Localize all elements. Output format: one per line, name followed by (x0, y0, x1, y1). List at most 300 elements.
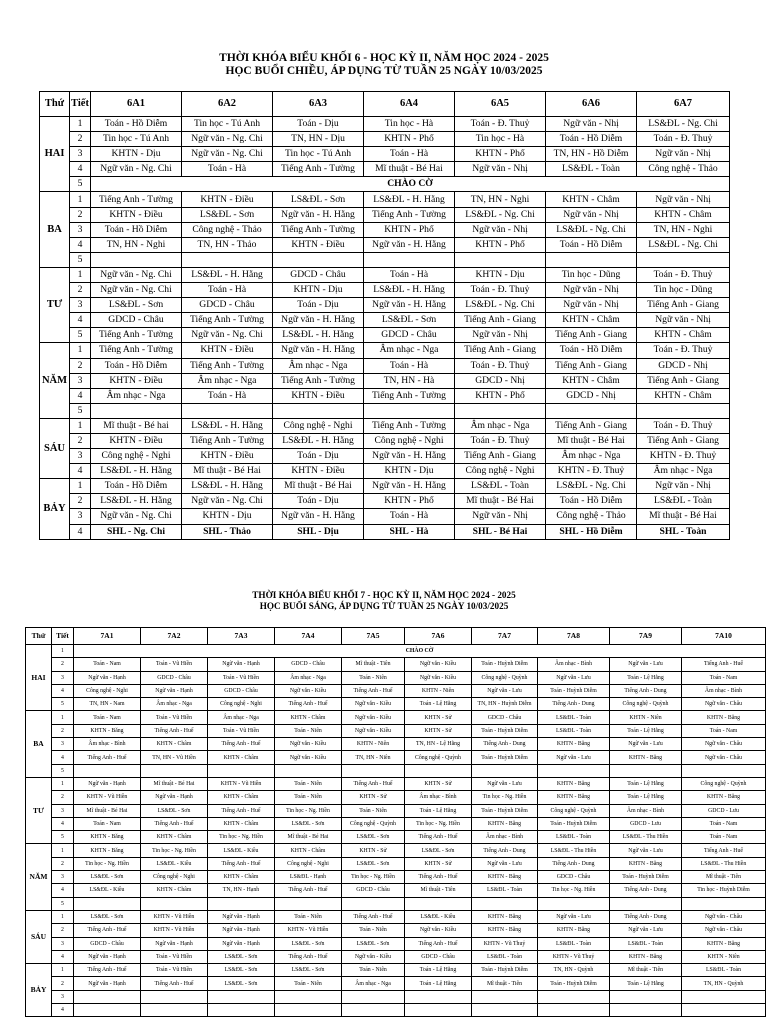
lesson-cell: GDCD - Châu (342, 884, 405, 897)
lesson-cell: TN, HN - Niên (342, 751, 405, 764)
table-row (40, 328, 730, 343)
lesson-cell: Toán - Nam (682, 817, 766, 830)
lesson-cell: Ngữ văn - Lưu (472, 777, 538, 790)
lesson-cell: KHTN - Châm (546, 192, 637, 207)
lesson-cell: LS&ĐL - Toàn (472, 950, 538, 963)
table-row (40, 147, 730, 162)
lesson-cell: SHL - Thảo (182, 524, 273, 539)
lesson-cell: KHTN - Băng (472, 871, 538, 884)
lesson-cell (538, 897, 610, 910)
table-row (26, 698, 766, 711)
lesson-cell: KHTN - Dịu (182, 509, 273, 524)
lesson-cell: Toán - Huỳnh Diễm (610, 871, 682, 884)
lesson-cell: KHTN - Châm (637, 388, 730, 403)
lesson-cell: Công nghệ - Quỳnh (610, 698, 682, 711)
lesson-cell: Ngữ văn - Lưu (610, 658, 682, 671)
lesson-cell: Toán - Đ. Thuỷ (637, 132, 730, 147)
lesson-cell: KHTN - Đ. Thuỷ (637, 449, 730, 464)
table-row (40, 207, 730, 222)
lesson-cell: Âm nhạc - Bình (74, 738, 141, 751)
lesson-cell: Mĩ thuật - Bé Hai (364, 162, 455, 177)
period-number: 5 (70, 177, 91, 192)
lesson-cell (455, 252, 546, 267)
lesson-cell: LS&ĐL - Toàn (538, 937, 610, 950)
period-number: 4 (52, 817, 74, 830)
lesson-cell: LS&ĐL - Toàn (538, 711, 610, 724)
lesson-cell: Tiếng Anh - Giang (546, 358, 637, 373)
lesson-cell: Tiếng Anh - Huế (74, 964, 141, 977)
lesson-cell: KHTN - Điều (182, 192, 273, 207)
period-number: 2 (52, 924, 74, 937)
lesson-cell: Ngữ văn - Kiều (342, 711, 405, 724)
lesson-cell: Tin học - Tú Anh (273, 147, 364, 162)
period-number: 2 (52, 977, 74, 990)
lesson-cell: GDCD - Châu (141, 671, 208, 684)
lesson-cell: Tiếng Anh - Dung (610, 684, 682, 697)
lesson-cell (405, 897, 472, 910)
lesson-cell: GDCD - Châu (74, 937, 141, 950)
lesson-cell: Ngữ văn - Lưu (538, 751, 610, 764)
lesson-cell: Toán - Niên (342, 924, 405, 937)
lesson-cell: TN, HN - Lệ Hằng (405, 738, 472, 751)
lesson-cell: Tiếng Anh - Tường (91, 328, 182, 343)
lesson-cell: Ngữ văn - Châu (682, 751, 766, 764)
lesson-cell: Ngữ văn - Hạnh (74, 950, 141, 963)
lesson-cell: Tin học - Ng. Hiền (141, 844, 208, 857)
lesson-cell: KHTN - Châm (208, 791, 275, 804)
lesson-cell: GDCD - Châu (364, 328, 455, 343)
lesson-cell: Ngữ văn - Hạnh (74, 671, 141, 684)
lesson-cell: Ngữ văn - Ng. Chi (91, 162, 182, 177)
lesson-cell: LS&ĐL - Sơn (74, 910, 141, 923)
table-row (40, 358, 730, 373)
lesson-cell: Công nghệ - Nghi (74, 684, 141, 697)
day-label: TƯ (40, 267, 70, 342)
lesson-cell: Ngữ văn - Ng. Chi (91, 283, 182, 298)
lesson-cell: Ngữ văn - Kiều (342, 950, 405, 963)
lesson-cell: Âm nhạc - Nga (637, 464, 730, 479)
table-row (40, 464, 730, 479)
period-number: 1 (52, 964, 74, 977)
lesson-cell (405, 990, 472, 1003)
lesson-cell: GDCD - Lưu (682, 804, 766, 817)
lesson-cell: Toán - Huỳnh Diễm (472, 964, 538, 977)
lesson-cell (141, 764, 208, 777)
day-label: BA (26, 711, 52, 777)
lesson-cell: KHTN - Phố (364, 222, 455, 237)
lesson-cell: Âm nhạc - Nga (141, 698, 208, 711)
lesson-cell: Ngữ văn - Nhị (637, 147, 730, 162)
period-number: 2 (70, 132, 91, 147)
lesson-cell: Ngữ văn - Nhị (637, 192, 730, 207)
lesson-cell: Toán - Lệ Hằng (610, 724, 682, 737)
header-class: 7A7 (472, 628, 538, 645)
lesson-cell: LS&ĐL - Thu Hiền (538, 844, 610, 857)
table-row (26, 990, 766, 1003)
lesson-cell: Tiếng Anh - Huế (275, 950, 342, 963)
lesson-cell (538, 1004, 610, 1017)
lesson-cell: TN, HN - Huỳnh Diễm (472, 698, 538, 711)
lesson-cell: KHTN - Châm (275, 711, 342, 724)
lesson-cell: KHTN - Sử (405, 777, 472, 790)
period-number: 3 (52, 671, 74, 684)
header-class: 6A7 (637, 92, 730, 117)
lesson-cell: Tiếng Anh - Huế (141, 817, 208, 830)
lesson-cell: TN, HN - Hạnh (208, 884, 275, 897)
header-class: 7A5 (342, 628, 405, 645)
lesson-cell: KHTN - Băng (538, 738, 610, 751)
lesson-cell: Ngữ văn - Lưu (538, 910, 610, 923)
lesson-cell: Toán - Đ. Thuỷ (637, 343, 730, 358)
table-row (40, 117, 730, 132)
lesson-cell: Âm nhạc - Nga (182, 373, 273, 388)
lesson-cell: Tin học - Ng. Hiền (472, 791, 538, 804)
table-row (26, 857, 766, 870)
title-line-1: THỜI KHÓA BIỂU KHỐI 6 - HỌC KỲ II, NĂM HỌC 2024 - 2025 (219, 52, 549, 64)
lesson-cell: LS&ĐL - Toàn (682, 964, 766, 977)
lesson-cell: Công nghệ - Quỳnh (538, 804, 610, 817)
period-number: 1 (70, 192, 91, 207)
lesson-cell: Công nghệ - Nghi (273, 418, 364, 433)
period-number: 1 (70, 479, 91, 494)
lesson-cell: LS&ĐL - H. Hằng (364, 283, 455, 298)
lesson-cell (273, 252, 364, 267)
table-row (40, 479, 730, 494)
lesson-cell: LS&ĐL - Ng. Chi (637, 237, 730, 252)
lesson-cell: Ngữ văn - Nhị (546, 117, 637, 132)
title-line-2: HỌC BUỔI SÁNG, ÁP DỤNG TỪ TUẦN 25 NGÀY 10/03/2025 (259, 600, 509, 611)
lesson-cell: KHTN - Vũ Thuỷ (538, 950, 610, 963)
header-class: 6A1 (91, 92, 182, 117)
lesson-cell: Tiếng Anh - Giang (637, 433, 730, 448)
lesson-cell: Tiếng Anh - Huế (682, 658, 766, 671)
lesson-cell: Công nghệ - Nghi (91, 449, 182, 464)
table-row (40, 222, 730, 237)
lesson-cell: Ngữ văn - Hạnh (141, 791, 208, 804)
lesson-cell: KHTN - Sử (405, 857, 472, 870)
lesson-cell (208, 990, 275, 1003)
lesson-cell: Công nghệ - Quỳnh (682, 777, 766, 790)
table-row (26, 964, 766, 977)
lesson-cell: KHTN - Điều (273, 388, 364, 403)
lesson-cell (342, 897, 405, 910)
lesson-cell: Tin học - Hà (455, 132, 546, 147)
lesson-cell (682, 897, 766, 910)
lesson-cell: GDCD - Châu (405, 950, 472, 963)
lesson-cell: Toán - Hà (364, 358, 455, 373)
lesson-cell: KHTN - Niên (682, 950, 766, 963)
lesson-cell: Toán - Nam (682, 671, 766, 684)
lesson-cell: KHTN - Băng (610, 751, 682, 764)
period-number: 4 (70, 237, 91, 252)
lesson-cell: Ngữ văn - Hạnh (208, 924, 275, 937)
lesson-cell: Ngữ văn - Lưu (538, 671, 610, 684)
lesson-cell: LS&ĐL - Ng. Chi (546, 479, 637, 494)
timetable-grade-7 (0, 560, 768, 1024)
lesson-cell: Ngữ văn - Ng. Chi (182, 147, 273, 162)
lesson-cell: Âm nhạc - Bình (682, 684, 766, 697)
lesson-cell: Âm nhạc - Nga (364, 343, 455, 358)
lesson-cell: LS&ĐL - H. Hằng (273, 328, 364, 343)
lesson-cell (273, 403, 364, 418)
lesson-cell: KHTN - Băng (472, 924, 538, 937)
lesson-cell: TN, HN - Nam (74, 698, 141, 711)
lesson-cell: Ngữ văn - Kiều (342, 724, 405, 737)
table-row (26, 791, 766, 804)
table-row (40, 192, 730, 207)
day-label: BẢY (26, 964, 52, 1017)
lesson-cell: KHTN - Châm (546, 373, 637, 388)
lesson-cell (182, 252, 273, 267)
lesson-cell: Tiếng Anh - Huế (74, 751, 141, 764)
lesson-cell: Công nghệ - Nghi (275, 857, 342, 870)
period-number: 4 (70, 524, 91, 539)
period-number: 4 (70, 313, 91, 328)
lesson-cell (364, 403, 455, 418)
period-number: 2 (70, 283, 91, 298)
lesson-cell: LS&ĐL - Hạnh (275, 871, 342, 884)
lesson-cell (610, 897, 682, 910)
lesson-cell: TN, HN - Nghi (91, 237, 182, 252)
lesson-cell: Ngữ văn - Kiều (275, 684, 342, 697)
lesson-cell: KHTN - Châm (208, 817, 275, 830)
lesson-cell: Toán - Lệ Hằng (610, 977, 682, 990)
lesson-cell: Toán - Đ. Thuỷ (455, 433, 546, 448)
lesson-cell: Ngữ văn - Châu (682, 910, 766, 923)
lesson-cell: Âm nhạc - Bình (610, 804, 682, 817)
period-number: 1 (52, 711, 74, 724)
lesson-cell: Toán - Huỳnh Diễm (472, 804, 538, 817)
lesson-cell (472, 1004, 538, 1017)
lesson-cell: Ngữ văn - Ng. Chi (182, 132, 273, 147)
lesson-cell: Tiếng Anh - Huế (342, 684, 405, 697)
lesson-cell: Âm nhạc - Nga (208, 711, 275, 724)
timetable-6-table (39, 91, 730, 540)
lesson-cell: Tiếng Anh - Tường (364, 207, 455, 222)
lesson-cell: Toán - Hồ Diễm (546, 132, 637, 147)
lesson-cell: Toán - Huỳnh Diễm (472, 658, 538, 671)
lesson-cell (610, 764, 682, 777)
lesson-cell: Tiếng Anh - Dung (610, 910, 682, 923)
lesson-cell (538, 764, 610, 777)
lesson-cell: Toán - Hà (182, 162, 273, 177)
lesson-cell (610, 1004, 682, 1017)
lesson-cell: Tiếng Anh - Tường (273, 162, 364, 177)
lesson-cell: Âm nhạc - Nga (91, 388, 182, 403)
lesson-cell: Toán - Nam (74, 658, 141, 671)
lesson-cell: GDCD - Nhị (546, 388, 637, 403)
lesson-cell: KHTN - Băng (682, 791, 766, 804)
lesson-cell: LS&ĐL - Sơn (182, 207, 273, 222)
lesson-cell: TN, HN - Nghi (637, 222, 730, 237)
header-class: 6A6 (546, 92, 637, 117)
lesson-cell: Toán - Niên (275, 777, 342, 790)
header-class: 7A8 (538, 628, 610, 645)
lesson-cell (208, 764, 275, 777)
lesson-cell (546, 403, 637, 418)
lesson-cell: Ngữ văn - Lưu (610, 844, 682, 857)
lesson-cell (74, 1004, 141, 1017)
lesson-cell (472, 897, 538, 910)
table-row (40, 494, 730, 509)
lesson-cell: Tiếng Anh - Huế (275, 884, 342, 897)
lesson-cell: Tiếng Anh - Dung (610, 884, 682, 897)
table-row (26, 724, 766, 737)
period-number: 3 (70, 298, 91, 313)
header-class: 7A6 (405, 628, 472, 645)
lesson-cell (208, 1004, 275, 1017)
lesson-cell (342, 764, 405, 777)
lesson-cell: Tin học - Tú Anh (182, 117, 273, 132)
lesson-cell: Toán - Hà (182, 388, 273, 403)
lesson-cell (342, 990, 405, 1003)
header-class: 6A2 (182, 92, 273, 117)
header-class: 6A3 (273, 92, 364, 117)
title-line-2: HỌC BUỔI CHIỀU, ÁP DỤNG TỪ TUẦN 25 NGÀY 10/03/2025 (225, 65, 543, 77)
lesson-cell: Tiếng Anh - Dung (472, 738, 538, 751)
header-class: 7A2 (141, 628, 208, 645)
lesson-cell: Tin học - Ng. Hiền (538, 884, 610, 897)
lesson-cell: Toán - Hà (182, 283, 273, 298)
lesson-cell: Toán - Dịu (273, 117, 364, 132)
period-number: 4 (52, 884, 74, 897)
table-row (26, 777, 766, 790)
lesson-cell: KHTN - Băng (472, 817, 538, 830)
table-row (26, 937, 766, 950)
lesson-cell: Mĩ thuật - Bé Hai (74, 804, 141, 817)
period-number: 3 (52, 990, 74, 1003)
lesson-cell: TN, HN - Hồ Diễm (546, 147, 637, 162)
lesson-cell: Ngữ văn - H. Hằng (364, 449, 455, 464)
lesson-cell: LS&ĐL - Sơn (275, 817, 342, 830)
period-number: 4 (52, 1004, 74, 1017)
lesson-cell (74, 897, 141, 910)
day-label: HAI (40, 117, 70, 192)
lesson-cell: Công nghệ - Thảo (546, 509, 637, 524)
lesson-cell: GDCD - Nhị (637, 358, 730, 373)
table-row (26, 924, 766, 937)
lesson-cell: GDCD - Châu (275, 658, 342, 671)
period-number: 1 (52, 910, 74, 923)
lesson-cell: GDCD - Châu (472, 711, 538, 724)
lesson-cell: LS&ĐL - Toàn (637, 494, 730, 509)
lesson-cell (455, 403, 546, 418)
lesson-cell: KHTN - Điều (273, 237, 364, 252)
lesson-cell: TN, HN - Dịu (273, 132, 364, 147)
lesson-cell: LS&ĐL - Thu Hiền (610, 831, 682, 844)
lesson-cell: Toán - Nam (682, 724, 766, 737)
lesson-cell (208, 897, 275, 910)
lesson-cell: KHTN - Băng (682, 711, 766, 724)
lesson-cell: Tiếng Anh - Huế (208, 857, 275, 870)
lesson-cell: Ngữ văn - Nhị (455, 162, 546, 177)
lesson-cell: LS&ĐL - Toàn (538, 724, 610, 737)
lesson-cell: Toán - Hồ Diễm (546, 494, 637, 509)
lesson-cell: LS&ĐL - Kiều (141, 857, 208, 870)
lesson-cell: Toán - Dịu (273, 494, 364, 509)
header-period: Tiết (70, 92, 91, 117)
lesson-cell: Tiếng Anh - Giang (455, 313, 546, 328)
table-row (26, 751, 766, 764)
lesson-cell: KHTN - Niên (342, 738, 405, 751)
period-number: 1 (70, 343, 91, 358)
lesson-cell: KHTN - Băng (74, 724, 141, 737)
lesson-cell: Ngữ văn - Lưu (610, 738, 682, 751)
lesson-cell: Tiếng Anh - Giang (546, 328, 637, 343)
lesson-cell: GDCD - Châu (208, 684, 275, 697)
header-class: 7A4 (275, 628, 342, 645)
period-number: 5 (52, 764, 74, 777)
lesson-cell: Mĩ thuật - Bé Hai (637, 509, 730, 524)
period-number: 2 (52, 658, 74, 671)
lesson-cell: Ngữ văn - Lưu (610, 924, 682, 937)
lesson-cell: KHTN - Châm (546, 313, 637, 328)
lesson-cell: KHTN - Điều (91, 433, 182, 448)
day-label: SÁU (26, 910, 52, 963)
lesson-cell: Toán - Vũ Hiền (141, 964, 208, 977)
table-row (40, 433, 730, 448)
table-row (26, 831, 766, 844)
lesson-cell: Tin học - Hà (364, 117, 455, 132)
lesson-cell: Tin học - Huỳnh Diễm (682, 884, 766, 897)
lesson-cell: Ngữ văn - Hạnh (208, 910, 275, 923)
period-number: 1 (52, 777, 74, 790)
lesson-cell: Âm nhạc - Bình (538, 658, 610, 671)
table-row (40, 343, 730, 358)
table-row (26, 764, 766, 777)
lesson-cell: LS&ĐL - Kiều (74, 884, 141, 897)
header-class: 7A1 (74, 628, 141, 645)
lesson-cell: Toán - Lệ Hằng (610, 791, 682, 804)
lesson-cell (405, 764, 472, 777)
lesson-cell: Tiếng Anh - Giang (637, 373, 730, 388)
lesson-cell: Ngữ văn - Nhị (546, 207, 637, 222)
period-number: 5 (52, 698, 74, 711)
period-number: 3 (70, 222, 91, 237)
lesson-cell: LS&ĐL - Ng. Chi (455, 298, 546, 313)
lesson-cell (182, 403, 273, 418)
lesson-cell: KHTN - Đ. Thuỷ (546, 464, 637, 479)
lesson-cell: Mĩ thuật - Bé Hai (141, 777, 208, 790)
lesson-cell: Ngữ văn - Ng. Chi (91, 509, 182, 524)
lesson-cell: Mĩ thuật - Tiên (682, 871, 766, 884)
lesson-cell: Tiếng Anh - Huế (74, 924, 141, 937)
lesson-cell (141, 990, 208, 1003)
lesson-cell: Toán - Hà (364, 509, 455, 524)
lesson-cell: Toán - Niên (275, 724, 342, 737)
day-label: NĂM (26, 844, 52, 910)
lesson-cell: Toán - Vũ Hiền (208, 724, 275, 737)
lesson-cell: LS&ĐL - Sơn (208, 977, 275, 990)
lesson-cell: Công nghệ - Nghi (208, 698, 275, 711)
lesson-cell: Tin học - Ng. Hiền (342, 871, 405, 884)
table-row (40, 524, 730, 539)
timetable-7-table (25, 627, 766, 1017)
lesson-cell: Mĩ thuật - Bé Hai (275, 831, 342, 844)
table-row (40, 373, 730, 388)
lesson-cell: KHTN - Vũ Thuỷ (472, 937, 538, 950)
lesson-cell: Toán - Hồ Diễm (546, 343, 637, 358)
period-number: 3 (70, 509, 91, 524)
lesson-cell: Công nghệ - Quỳnh (342, 817, 405, 830)
lesson-cell: Tiếng Anh - Tường (182, 433, 273, 448)
period-number: 4 (52, 684, 74, 697)
lesson-cell: Ngữ văn - H. Hằng (273, 509, 364, 524)
lesson-cell (342, 1004, 405, 1017)
table-row (26, 844, 766, 857)
lesson-cell: Tiếng Anh - Huế (405, 871, 472, 884)
lesson-cell (637, 252, 730, 267)
